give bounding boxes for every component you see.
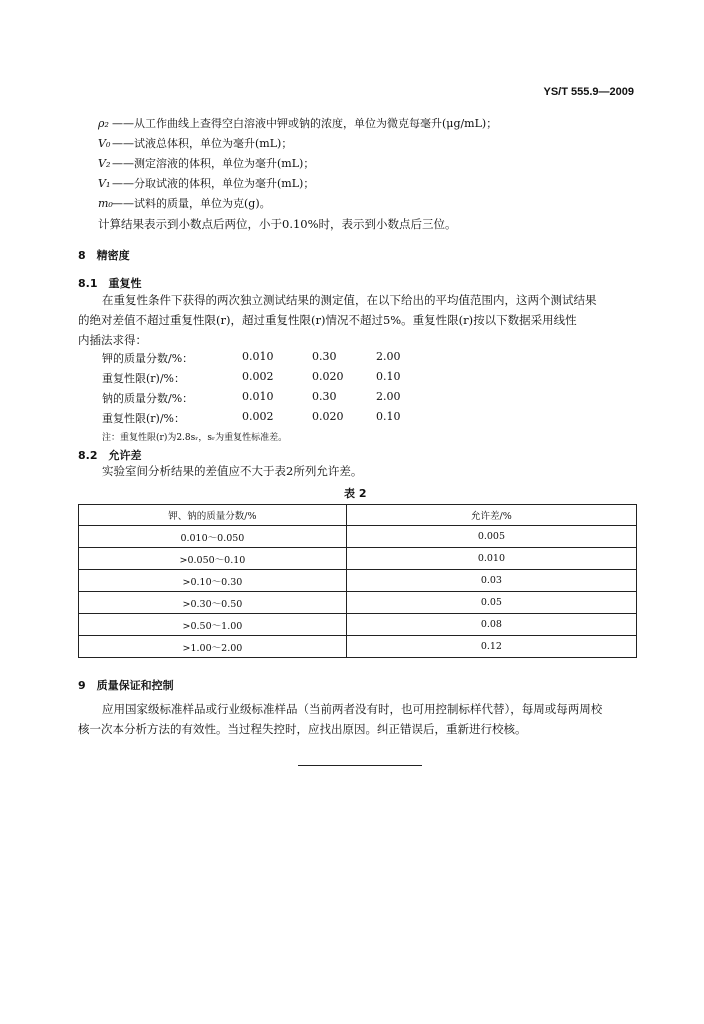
table-row: [79, 636, 637, 658]
variable-list: [98, 114, 497, 214]
repeatability-value: 0.30: [312, 350, 337, 363]
repeatability-paragraph-line: 的绝对差值不超过重复性限(r)，超过重复性限(r)情况不超过5%。重复性限(r)按以下数据采用线性: [78, 313, 577, 327]
repeatability-value: 0.30: [312, 390, 337, 403]
variable-text: ——分取试液的体积，单位为毫升(mL)；: [112, 177, 315, 190]
variable-definition: [98, 134, 497, 154]
table-cell: >0.50～1.00: [79, 614, 347, 636]
standard-number: YS/T 555.9—2009: [543, 86, 634, 98]
table-cell: 0.005: [346, 526, 636, 548]
section-8-1-heading: 8.1 重复性: [78, 277, 142, 290]
variable-symbol: V₂: [98, 157, 111, 170]
table-row: [79, 548, 637, 570]
repeatability-value: 0.020: [312, 370, 344, 383]
table-header-row: [79, 505, 637, 526]
variable-definition: [98, 174, 497, 194]
table-cell: 0.05: [346, 592, 636, 614]
repeatability-label: 重复性限(r)/%：: [102, 412, 185, 425]
repeatability-label: 钾的质量分数/%：: [102, 352, 194, 365]
section-8-heading: 8 精密度: [78, 249, 130, 262]
repeatability-value: 0.010: [242, 350, 274, 363]
repeatability-value: 0.002: [242, 410, 274, 423]
repeatability-note: 注：重复性限(r)为2.8sᵣ，sᵣ为重复性标准差。: [102, 433, 288, 443]
table-cell: 0.010～0.050: [79, 526, 347, 548]
repeatability-value: 2.00: [376, 390, 401, 403]
table-row: [79, 526, 637, 548]
variable-text: ——试液总体积，单位为毫升(mL)；: [112, 137, 293, 150]
end-rule: [298, 765, 422, 766]
section-9-heading: 9 质量保证和控制: [78, 679, 174, 692]
table-row: [79, 592, 637, 614]
table-cell: >1.00～2.00: [79, 636, 347, 658]
table-header-cell: 钾、钠的质量分数/%: [79, 505, 347, 526]
table-caption: 表 2: [344, 487, 367, 500]
table-header-cell: 允许差/%: [346, 505, 636, 526]
tolerance-table: [78, 504, 637, 658]
tolerance-paragraph: 实验室间分析结果的差值应不大于表2所列允许差。: [102, 464, 363, 478]
repeatability-value: 2.00: [376, 350, 401, 363]
variable-definition: [98, 194, 497, 214]
table-row: [79, 614, 637, 636]
variable-symbol: m₀: [98, 197, 113, 210]
variable-definition: [98, 114, 497, 134]
quality-paragraph-line: 核一次本分析方法的有效性。当过程失控时，应找出原因。纠正错误后，重新进行校核。: [78, 722, 527, 736]
table-cell: >0.30～0.50: [79, 592, 347, 614]
result-note: 计算结果表示到小数点后两位，小于0.10%时，表示到小数点后三位。: [98, 217, 457, 231]
repeatability-value: 0.002: [242, 370, 274, 383]
repeatability-paragraph-line: 在重复性条件下获得的两次独立测试结果的测定值，在以下给出的平均值范围内，这两个测试结果: [102, 293, 597, 307]
table-cell: >0.050～0.10: [79, 548, 347, 570]
table-cell: >0.10～0.30: [79, 570, 347, 592]
repeatability-paragraph-line: 内插法求得：: [78, 333, 147, 347]
variable-text: ——测定溶液的体积，单位为毫升(mL)；: [112, 157, 315, 170]
variable-symbol: V₀: [98, 137, 111, 150]
repeatability-value: 0.10: [376, 410, 401, 423]
section-8-2-heading: 8.2 允许差: [78, 449, 142, 462]
repeatability-label: 钠的质量分数/%：: [102, 392, 194, 405]
table-row: [79, 570, 637, 592]
repeatability-value: 0.010: [242, 390, 274, 403]
repeatability-value: 0.020: [312, 410, 344, 423]
variable-text: ——从工作曲线上查得空白溶液中钾或钠的浓度，单位为微克每毫升(μg/mL)；: [112, 117, 498, 130]
quality-paragraph-line: 应用国家级标准样品或行业级标准样品（当前两者没有时，也可用控制标样代替），每周或每两周校: [102, 702, 603, 716]
table-cell: 0.12: [346, 636, 636, 658]
variable-symbol: ρ₂: [98, 117, 109, 130]
variable-definition: [98, 154, 497, 174]
table-cell: 0.03: [346, 570, 636, 592]
repeatability-value: 0.10: [376, 370, 401, 383]
repeatability-label: 重复性限(r)/%：: [102, 372, 185, 385]
table-cell: 0.010: [346, 548, 636, 570]
variable-symbol: V₁: [98, 177, 111, 190]
table-cell: 0.08: [346, 614, 636, 636]
variable-text: ——试料的质量，单位为克(g)。: [112, 197, 271, 210]
